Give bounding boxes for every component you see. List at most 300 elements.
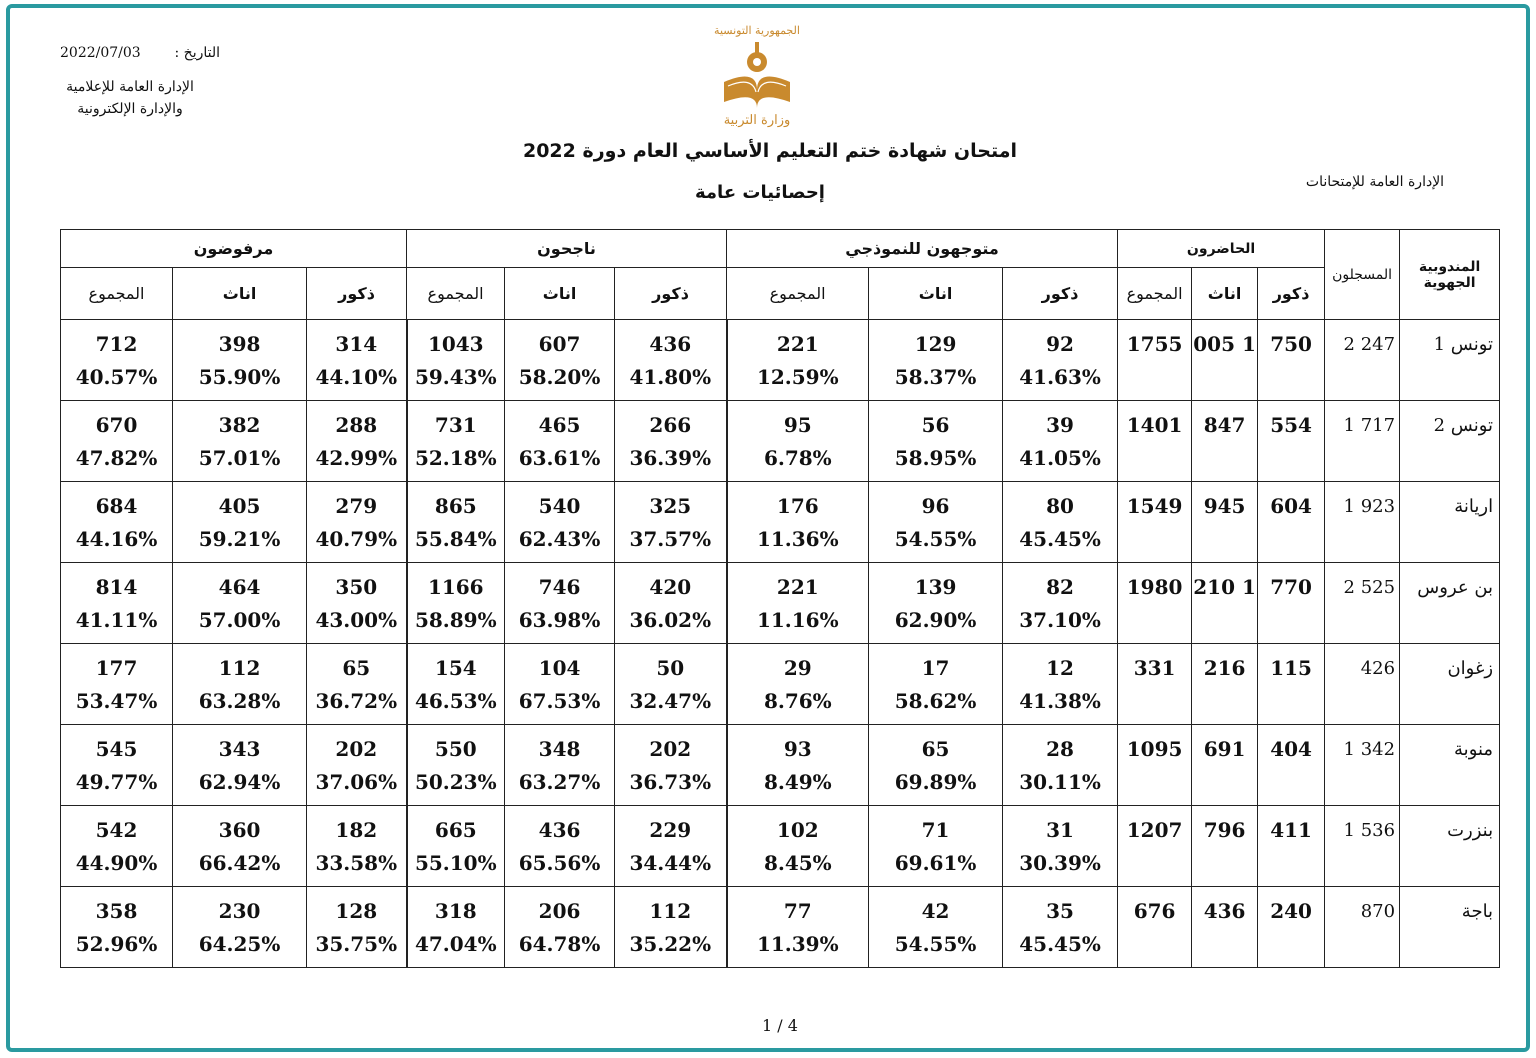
- stats-table: [60, 229, 1500, 968]
- table-row: [61, 563, 1500, 644]
- present-male-cell: 404: [1258, 725, 1325, 806]
- oriented-total-count: 93: [783, 737, 812, 761]
- oriented-total: المجموع: [727, 268, 869, 320]
- oriented-male-percent: 45.45%: [1019, 932, 1101, 956]
- oriented-male-count: 39: [1046, 413, 1074, 437]
- oriented-total-percent: 8.45%: [763, 851, 832, 875]
- region-cell: منوبة: [1400, 725, 1500, 806]
- oriented-total-count: 221: [776, 575, 819, 599]
- registered-cell: 1 923: [1325, 482, 1400, 563]
- passed-male-cell: [615, 887, 727, 968]
- passed-total-count: 865: [434, 494, 477, 518]
- passed-male-cell: [615, 644, 727, 725]
- passed-male-count: 50: [656, 656, 685, 680]
- rejected-male-percent: 36.72%: [315, 689, 398, 713]
- passed-male-count: 266: [649, 413, 692, 437]
- passed-female-percent: 64.78%: [518, 932, 601, 956]
- passed-female-cell: [505, 563, 615, 644]
- passed-male-percent: 34.44%: [629, 851, 712, 875]
- registered-cell: 1 342: [1325, 725, 1400, 806]
- page-subtitle: إحصائيات عامة: [695, 182, 825, 203]
- passed-female-count: 206: [538, 899, 581, 923]
- rejected-total-cell: [61, 401, 173, 482]
- region-cell: اريانة: [1400, 482, 1500, 563]
- region-cell: بنزرت: [1400, 806, 1500, 887]
- oriented-male-percent: 30.39%: [1019, 851, 1101, 875]
- oriented-female-count: 42: [921, 899, 950, 923]
- present-female-cell: 1 210: [1192, 563, 1258, 644]
- oriented-female-count: 17: [921, 656, 950, 680]
- passed-female-count: 465: [538, 413, 581, 437]
- passed-total-percent: 50.23%: [414, 770, 497, 794]
- oriented-female-percent: 69.61%: [894, 851, 977, 875]
- passed-male-percent: 32.47%: [629, 689, 712, 713]
- rejected-total-percent: 53.47%: [75, 689, 158, 713]
- oriented-female-cell: [869, 563, 1003, 644]
- passed-total-percent: 55.10%: [414, 851, 497, 875]
- registered-cell: 870: [1325, 887, 1400, 968]
- passed-male-percent: 36.02%: [629, 608, 712, 632]
- oriented-female-cell: [869, 401, 1003, 482]
- passed-total-count: 550: [434, 737, 477, 761]
- oriented-total-percent: 11.39%: [756, 932, 839, 956]
- rejected-female-count: 360: [218, 818, 261, 842]
- oriented-total-cell: [727, 563, 869, 644]
- oriented-total-count: 95: [783, 413, 812, 437]
- passed-total: المجموع: [407, 268, 505, 320]
- oriented-female-count: 129: [914, 332, 957, 356]
- rejected-female-count: 343: [218, 737, 261, 761]
- passed-total-percent: 47.04%: [414, 932, 497, 956]
- rejected-female-cell: [173, 806, 307, 887]
- rejected-female-percent: 64.25%: [198, 932, 281, 956]
- present-female-cell: 691: [1192, 725, 1258, 806]
- group-rejected: مرفوضون: [61, 230, 407, 268]
- passed-total-count: 154: [434, 656, 477, 680]
- rejected-male-count: 279: [335, 494, 378, 518]
- rejected-male-percent: 40.79%: [315, 527, 398, 551]
- rejected-female-percent: 57.00%: [198, 608, 281, 632]
- passed-male-percent: 36.73%: [629, 770, 712, 794]
- oriented-male-cell: [1003, 563, 1118, 644]
- passed-male-cell: [615, 482, 727, 563]
- ministry-logo: [712, 20, 802, 130]
- oriented-total-percent: 8.76%: [763, 689, 832, 713]
- group-passed: ناجحون: [407, 230, 727, 268]
- present-female-cell: 945: [1192, 482, 1258, 563]
- rejected-male-percent: 42.99%: [315, 446, 398, 470]
- table-row: [61, 644, 1500, 725]
- present-male-cell: 770: [1258, 563, 1325, 644]
- rejected-total-percent: 44.90%: [75, 851, 158, 875]
- registered-cell: 1 717: [1325, 401, 1400, 482]
- passed-female-count: 607: [538, 332, 581, 356]
- rejected-male-cell: [307, 806, 407, 887]
- oriented-male-cell: [1003, 806, 1118, 887]
- rejected-female-cell: [173, 320, 307, 401]
- oriented-male-percent: 45.45%: [1019, 527, 1101, 551]
- rejected-total-cell: [61, 887, 173, 968]
- passed-male-percent: 41.80%: [629, 365, 712, 389]
- oriented-female-percent: 58.37%: [894, 365, 977, 389]
- oriented-total-percent: 12.59%: [756, 365, 839, 389]
- passed-male-percent: 37.57%: [629, 527, 712, 551]
- passed-total-count: 1043: [427, 332, 484, 356]
- oriented-male-count: 80: [1046, 494, 1074, 518]
- present-female-cell: 796: [1192, 806, 1258, 887]
- passed-total-count: 318: [434, 899, 477, 923]
- rejected-total-count: 542: [95, 818, 138, 842]
- rejected-male-cell: [307, 401, 407, 482]
- rejected-female-percent: 63.28%: [198, 689, 281, 713]
- table-row: [61, 401, 1500, 482]
- table-row: [61, 887, 1500, 968]
- rejected-female-percent: 62.94%: [198, 770, 281, 794]
- present-female-cell: 216: [1192, 644, 1258, 725]
- table-row: [61, 482, 1500, 563]
- rejected-female-percent: 59.21%: [198, 527, 281, 551]
- present-male-cell: 750: [1258, 320, 1325, 401]
- oriented-male-cell: [1003, 320, 1118, 401]
- oriented-female-cell: [869, 644, 1003, 725]
- rejected-total-cell: [61, 563, 173, 644]
- rejected-male-cell: [307, 887, 407, 968]
- rejected-male-cell: [307, 725, 407, 806]
- oriented-male-percent: 41.05%: [1019, 446, 1101, 470]
- oriented-female: اناث: [869, 268, 1003, 320]
- stats-table-body: [61, 320, 1500, 968]
- passed-female-percent: 62.43%: [518, 527, 601, 551]
- rejected-total-percent: 41.11%: [75, 608, 158, 632]
- rejected-male-cell: [307, 644, 407, 725]
- present-total-cell: 1755: [1118, 320, 1192, 401]
- oriented-male-percent: 30.11%: [1019, 770, 1101, 794]
- rejected-male-count: 314: [335, 332, 378, 356]
- rejected-male-count: 288: [335, 413, 378, 437]
- rejected-male-cell: [307, 482, 407, 563]
- date-block: [60, 42, 220, 64]
- date-label: التاريخ :: [174, 45, 220, 61]
- oriented-total-cell: [727, 644, 869, 725]
- rejected-total-cell: [61, 806, 173, 887]
- passed-total-count: 665: [434, 818, 477, 842]
- region-cell: باجة: [1400, 887, 1500, 968]
- present-male-cell: 115: [1258, 644, 1325, 725]
- rejected-female-cell: [173, 887, 307, 968]
- passed-male-percent: 36.39%: [629, 446, 712, 470]
- present-total-cell: 1095: [1118, 725, 1192, 806]
- oriented-female-percent: 54.55%: [894, 527, 977, 551]
- oriented-female-percent: 58.95%: [894, 446, 977, 470]
- passed-female-cell: [505, 806, 615, 887]
- oriented-male-count: 82: [1046, 575, 1074, 599]
- passed-total-percent: 46.53%: [414, 689, 497, 713]
- oriented-female-cell: [869, 806, 1003, 887]
- passed-female-count: 348: [538, 737, 581, 761]
- oriented-total-count: 77: [783, 899, 812, 923]
- rejected-total-cell: [61, 725, 173, 806]
- rejected-male-percent: 33.58%: [315, 851, 398, 875]
- rejected-female-count: 398: [218, 332, 261, 356]
- oriented-total-count: 176: [776, 494, 819, 518]
- passed-female-count: 746: [538, 575, 581, 599]
- passed-female: اناث: [505, 268, 615, 320]
- logo-top-text: الجمهورية التونسية: [714, 24, 800, 37]
- rejected-male-cell: [307, 563, 407, 644]
- col-region: المندوبية الجهوية: [1400, 230, 1500, 320]
- rejected-male: ذكور: [307, 268, 407, 320]
- region-cell: تونس 2: [1400, 401, 1500, 482]
- rejected-female-percent: 66.42%: [198, 851, 281, 875]
- rejected-female: اناث: [173, 268, 307, 320]
- rejected-female-count: 112: [218, 656, 261, 680]
- rejected-male-cell: [307, 320, 407, 401]
- passed-total-cell: [407, 482, 505, 563]
- passed-female-count: 104: [538, 656, 581, 680]
- passed-total-cell: [407, 806, 505, 887]
- rejected-female-cell: [173, 482, 307, 563]
- logo-bottom-text: وزارة التربية: [723, 113, 791, 128]
- oriented-female-cell: [869, 887, 1003, 968]
- rejected-female-count: 405: [218, 494, 261, 518]
- rejected-female-cell: [173, 563, 307, 644]
- present-total: المجموع: [1118, 268, 1192, 320]
- passed-female-percent: 63.98%: [518, 608, 601, 632]
- present-female-cell: 436: [1192, 887, 1258, 968]
- passed-female-cell: [505, 887, 615, 968]
- present-male-cell: 240: [1258, 887, 1325, 968]
- passed-female-cell: [505, 401, 615, 482]
- passed-total-percent: 55.84%: [414, 527, 497, 551]
- table-row: [61, 806, 1500, 887]
- passed-male-count: 436: [649, 332, 692, 356]
- region-cell: بن عروس: [1400, 563, 1500, 644]
- passed-female-count: 436: [538, 818, 581, 842]
- passed-female-percent: 58.20%: [518, 365, 601, 389]
- table-row: [61, 320, 1500, 401]
- passed-female-cell: [505, 482, 615, 563]
- passed-total-count: 1166: [427, 575, 484, 599]
- oriented-female-cell: [869, 725, 1003, 806]
- ministry-logo-icon: [712, 20, 802, 130]
- passed-male-percent: 35.22%: [629, 932, 712, 956]
- table-row: [61, 725, 1500, 806]
- passed-total-cell: [407, 725, 505, 806]
- date-value: 2022/07/03: [60, 45, 141, 61]
- rejected-male-percent: 37.06%: [315, 770, 398, 794]
- oriented-female-count: 65: [921, 737, 950, 761]
- oriented-male-cell: [1003, 725, 1118, 806]
- rejected-female-count: 230: [218, 899, 261, 923]
- page-title: امتحان شهادة ختم التعليم الأساسي العام دورة 2022: [522, 140, 1018, 162]
- rejected-female-percent: 57.01%: [198, 446, 281, 470]
- oriented-male-count: 92: [1046, 332, 1074, 356]
- oriented-female-cell: [869, 320, 1003, 401]
- oriented-total-percent: 11.16%: [756, 608, 839, 632]
- rejected-total: المجموع: [61, 268, 173, 320]
- oriented-male-cell: [1003, 482, 1118, 563]
- oriented-male-count: 35: [1046, 899, 1074, 923]
- passed-female-cell: [505, 725, 615, 806]
- rejected-total-count: 814: [95, 575, 138, 599]
- passed-male-count: 325: [649, 494, 692, 518]
- oriented-total-cell: [727, 806, 869, 887]
- rejected-total-percent: 52.96%: [75, 932, 158, 956]
- present-female: اناث: [1192, 268, 1258, 320]
- rejected-total-percent: 40.57%: [75, 365, 158, 389]
- passed-male-cell: [615, 806, 727, 887]
- rejected-total-count: 670: [95, 413, 138, 437]
- registered-cell: 426: [1325, 644, 1400, 725]
- col-registered: المسجلون: [1325, 230, 1400, 320]
- rejected-male-percent: 44.10%: [315, 365, 398, 389]
- group-oriented: متوجهون للنموذجي: [727, 230, 1118, 268]
- registered-cell: 1 536: [1325, 806, 1400, 887]
- passed-male-cell: [615, 563, 727, 644]
- oriented-male-percent: 41.63%: [1019, 365, 1101, 389]
- rejected-total-count: 358: [95, 899, 138, 923]
- oriented-male-cell: [1003, 887, 1118, 968]
- oriented-total-count: 29: [783, 656, 812, 680]
- registered-cell: 2 525: [1325, 563, 1400, 644]
- oriented-total-cell: [727, 887, 869, 968]
- header-row-sub: [61, 268, 1500, 320]
- rejected-total-cell: [61, 644, 173, 725]
- rejected-female-count: 382: [218, 413, 261, 437]
- passed-female-percent: 63.61%: [518, 446, 601, 470]
- oriented-male: ذكور: [1003, 268, 1118, 320]
- dept-left-line1: الإدارة العامة للإعلامية: [66, 79, 194, 95]
- present-female-cell: 847: [1192, 401, 1258, 482]
- rejected-female-percent: 55.90%: [198, 365, 281, 389]
- passed-female-cell: [505, 644, 615, 725]
- header-row-groups: [61, 230, 1500, 268]
- rejected-total-count: 545: [95, 737, 138, 761]
- present-male-cell: 411: [1258, 806, 1325, 887]
- passed-total-cell: [407, 320, 505, 401]
- passed-male-count: 112: [649, 899, 692, 923]
- rejected-male-percent: 35.75%: [315, 932, 398, 956]
- registered-cell: 2 247: [1325, 320, 1400, 401]
- rejected-male-count: 202: [335, 737, 378, 761]
- passed-female-count: 540: [538, 494, 581, 518]
- passed-male-count: 202: [649, 737, 692, 761]
- oriented-total-cell: [727, 320, 869, 401]
- oriented-male-cell: [1003, 401, 1118, 482]
- present-total-cell: 1980: [1118, 563, 1192, 644]
- passed-male: ذكور: [615, 268, 727, 320]
- present-total-cell: 676: [1118, 887, 1192, 968]
- rejected-male-percent: 43.00%: [315, 608, 398, 632]
- passed-male-cell: [615, 401, 727, 482]
- oriented-female-cell: [869, 482, 1003, 563]
- rejected-total-count: 684: [95, 494, 138, 518]
- present-total-cell: 1401: [1118, 401, 1192, 482]
- oriented-female-percent: 58.62%: [894, 689, 977, 713]
- passed-total-percent: 59.43%: [414, 365, 497, 389]
- rejected-total-percent: 47.82%: [75, 446, 158, 470]
- rejected-male-count: 128: [335, 899, 378, 923]
- oriented-female-percent: 62.90%: [894, 608, 977, 632]
- passed-female-percent: 65.56%: [518, 851, 601, 875]
- oriented-male-count: 31: [1046, 818, 1074, 842]
- present-total-cell: 1207: [1118, 806, 1192, 887]
- rejected-total-percent: 49.77%: [75, 770, 158, 794]
- passed-total-count: 731: [434, 413, 477, 437]
- oriented-total-percent: 8.49%: [763, 770, 832, 794]
- rejected-male-count: 65: [342, 656, 371, 680]
- passed-female-cell: [505, 320, 615, 401]
- region-cell: تونس 1: [1400, 320, 1500, 401]
- oriented-male-percent: 41.38%: [1019, 689, 1101, 713]
- passed-total-cell: [407, 887, 505, 968]
- present-female-cell: 1 005: [1192, 320, 1258, 401]
- oriented-total-cell: [727, 401, 869, 482]
- oriented-total-cell: [727, 725, 869, 806]
- passed-total-cell: [407, 401, 505, 482]
- oriented-total-percent: 6.78%: [763, 446, 832, 470]
- present-male-cell: 604: [1258, 482, 1325, 563]
- rejected-female-cell: [173, 401, 307, 482]
- region-cell: زغوان: [1400, 644, 1500, 725]
- dept-left: [60, 76, 200, 120]
- oriented-male-percent: 37.10%: [1019, 608, 1101, 632]
- oriented-male-count: 12: [1046, 656, 1074, 680]
- page-number: 1 / 4: [762, 1016, 798, 1035]
- oriented-total-cell: [727, 482, 869, 563]
- rejected-male-count: 182: [335, 818, 378, 842]
- oriented-male-cell: [1003, 644, 1118, 725]
- rejected-female-cell: [173, 644, 307, 725]
- passed-male-cell: [615, 320, 727, 401]
- present-total-cell: 331: [1118, 644, 1192, 725]
- oriented-female-percent: 54.55%: [894, 932, 977, 956]
- rejected-female-count: 464: [218, 575, 261, 599]
- passed-male-cell: [615, 725, 727, 806]
- rejected-female-cell: [173, 725, 307, 806]
- passed-total-cell: [407, 563, 505, 644]
- rejected-total-percent: 44.16%: [75, 527, 158, 551]
- oriented-female-count: 96: [921, 494, 950, 518]
- rejected-total-count: 712: [95, 332, 138, 356]
- passed-total-percent: 52.18%: [414, 446, 497, 470]
- oriented-female-percent: 69.89%: [894, 770, 977, 794]
- passed-female-percent: 67.53%: [518, 689, 601, 713]
- passed-female-percent: 63.27%: [518, 770, 601, 794]
- oriented-female-count: 71: [921, 818, 950, 842]
- oriented-female-count: 139: [914, 575, 957, 599]
- present-total-cell: 1549: [1118, 482, 1192, 563]
- dept-right: الإدارة العامة للإمتحانات: [1305, 174, 1445, 190]
- passed-male-count: 420: [649, 575, 692, 599]
- group-present: الحاضرون: [1118, 230, 1325, 268]
- oriented-total-count: 102: [776, 818, 819, 842]
- passed-male-count: 229: [649, 818, 692, 842]
- dept-left-line2: والإدارة الإلكترونية: [77, 101, 183, 117]
- present-male-cell: 554: [1258, 401, 1325, 482]
- passed-total-cell: [407, 644, 505, 725]
- present-male: ذكور: [1258, 268, 1325, 320]
- passed-total-percent: 58.89%: [414, 608, 497, 632]
- oriented-female-count: 56: [921, 413, 950, 437]
- rejected-total-cell: [61, 482, 173, 563]
- rejected-total-cell: [61, 320, 173, 401]
- oriented-total-percent: 11.36%: [756, 527, 839, 551]
- rejected-total-count: 177: [95, 656, 138, 680]
- rejected-male-count: 350: [335, 575, 378, 599]
- oriented-total-count: 221: [776, 332, 819, 356]
- oriented-male-count: 28: [1046, 737, 1074, 761]
